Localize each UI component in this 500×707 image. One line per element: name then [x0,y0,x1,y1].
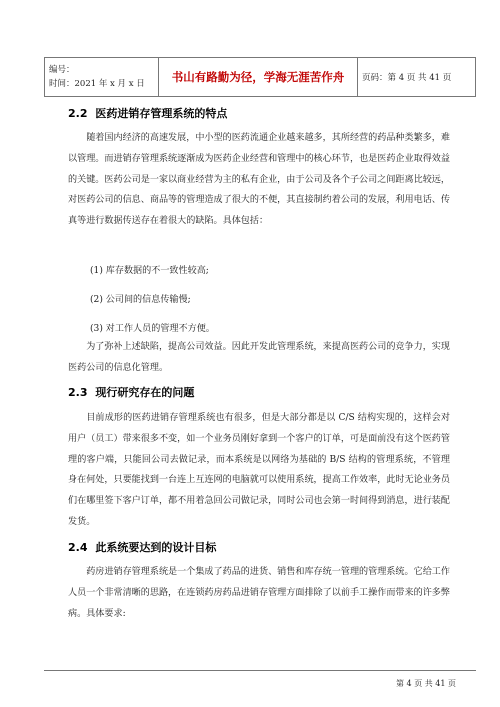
code-label: 编号： [49,65,75,75]
header-page-info: 页码：第 4 页 共 41 页 [358,58,476,97]
section-2-2-body [68,128,450,232]
list-item: (3) 对工作人员的管理不方便。 [90,323,215,334]
section-title: 此系统要达到的设计目标 [95,541,217,554]
section-2-4 [68,540,450,556]
paragraph: 随着国内经济的高速发展，中小型的医药流通企业越来越多，其所经营的药品种类繁多，难以管理。而进销存管理系统逐渐成为医药企业经营和管理中的核心环节，也是医药企业取得效益的关键。医药公司是一家以商业经营为主的私有企业，由于公司及各个子公司之间距离比较远，对医药公司的信息、商品等的管理造成了很大的不便，其直接制约着公司的发展，利用电话、传真等进行数据传送存在着很大的缺陷。具体包括： [68,133,450,227]
page-header [44,57,476,97]
section-title: 现行研究存在的问题 [95,386,195,399]
footer-divider [44,670,476,671]
list-item: (1) 库存数据的不一致性较高; [90,266,209,276]
section-number: 2.2 [68,107,88,120]
paragraph: 为了弥补上述缺陷，提高公司效益。因此开发此管理系统，来提高医药公司的竞争力，实现医药公司的信息化管理。 [68,342,450,373]
page-number: 第 4 页 共 41 页 [396,679,456,688]
section-number: 2.3 [68,386,88,399]
section-2-4-body [68,562,450,624]
date-text: 时间：2021 年 x 月 x 日 [49,79,145,89]
section-2-2-closing [68,337,450,379]
section-2-2 [68,106,450,122]
section-heading [68,385,450,401]
paragraph: 目前成形的医药进销存管理系统也有很多，但是大部分都是以 C/S 结构实现的，这样会对用户（员工）带来很多不变，如一个业务员刚好拿到一个客户的订单，可是面前没有这个医药管理的客户端，只能回公司去做记录，而本系统是以网络为基础的 B/S 结构的管理系统，不管理身在何处，只要能找到一台连上互连网的电脑就可以使用系统，提高工作效率，此时无论业务员们在哪里签下客户订单，都不用着急回公司做记录，同时公司也会第一时间得到消息，进行装配发货。 [68,413,450,527]
list-item: (2) 公司间的信息传输慢; [90,294,191,305]
section-heading [68,540,450,556]
section-heading [68,106,450,122]
section-2-2-list [68,261,450,339]
header-left-cell [45,58,159,97]
header-motto: 书山有路勤为径，学海无涯苦作舟 [159,58,358,97]
section-number: 2.4 [68,541,88,554]
section-2-3 [68,385,450,401]
section-2-3-body [68,408,450,533]
paragraph: 药房进销存管理系统是一个集成了药品的进货、销售和库存统一管理的管理系统。它给工作人员一个非常清晰的思路，在连锁药房药品进销存管理方面排除了以前手工操作而带来的许多弊病。具体要求: [68,567,450,619]
section-title: 医药进销存管理系统的特点 [95,107,228,120]
